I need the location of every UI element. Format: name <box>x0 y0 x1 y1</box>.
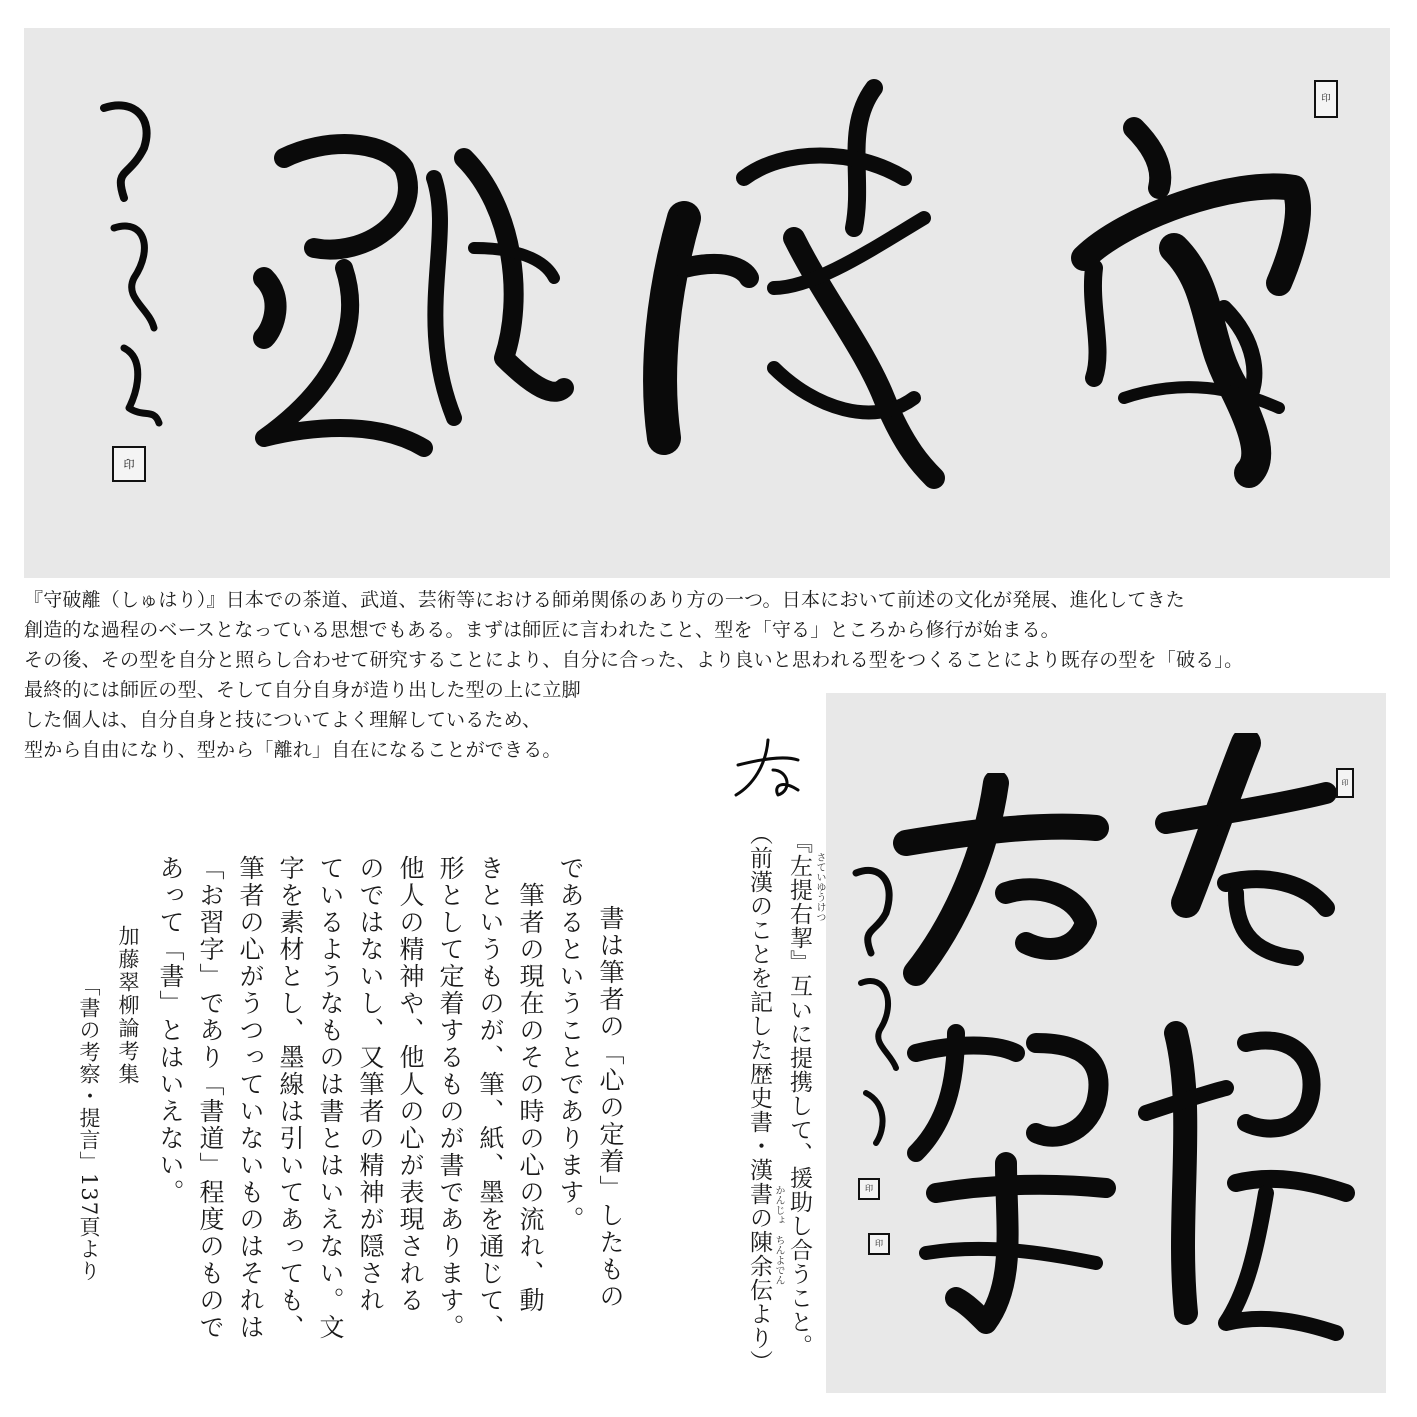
description-line: 『守破離（しゅはり）』日本での茶道、武道、芸術等における師弟関係のあり方の一つ。日本において前述の文化が発展、進化してきた <box>24 589 1185 611</box>
right-artist-seal-top: 印 <box>1336 768 1354 798</box>
artist-seal-top: 印 <box>1314 80 1338 118</box>
calligraphy-ri-character <box>224 98 584 478</box>
right-artist-seal-1: 印 <box>858 1178 880 1200</box>
right-calligraphy-signature <box>846 853 906 1153</box>
description-line: 最終的には師匠の型、そして自分自身が造り出した型の上に立脚 <box>24 679 581 701</box>
calligraphy-tei-character <box>1136 993 1356 1353</box>
quote-column: 「お習字」であり「書道」程度のもので <box>196 855 225 1341</box>
right-artist-seal-2: 印 <box>868 1233 890 1255</box>
quote-column: きというものが、筆、紙、墨を通じて、 <box>476 855 505 1341</box>
ruby-reading-title: さていゆうけつ <box>814 852 825 922</box>
quote-column: 他人の精神や、他人の心が表現される <box>396 855 425 1314</box>
quote-column: であるということであります。 <box>556 855 585 1233</box>
ruby-reading-source: かんじょ ちんよでん <box>773 1185 784 1285</box>
quote-source: 「書の考察・提言」137頁より <box>77 975 101 1283</box>
quote-column: 筆者の現在のその時の心の流れ、動 <box>516 855 545 1314</box>
calligraphy-sa-character <box>1126 733 1356 973</box>
calligraphy-u-character <box>886 773 1116 1003</box>
calligraphy-signature <box>94 88 174 438</box>
quote-column: あって「書」とはいえない。 <box>156 855 185 1206</box>
saiteiyuketsu-source: （前漢のことを記した歴史書・漢書の陳余伝より） <box>746 822 772 1374</box>
side-ink-mark <box>728 735 808 805</box>
description-line: 創造的な過程のベースとなっている思想でもある。まずは師匠に言われたこと、型を「守る」ところから修行が始まる。 <box>24 619 1060 641</box>
quote-column: 筆者の心がうつっていないものはそれは <box>236 855 265 1341</box>
description-line: した個人は、自分自身と技についてよく理解しているため、 <box>24 709 542 731</box>
quote-author: 加藤翠柳論考集 <box>116 925 140 1086</box>
artist-seal-bottom: 印 <box>112 446 146 482</box>
quote-column: 書は筆者の「心の定着」したもの <box>596 905 625 1310</box>
quote-column: 字を素材とし、墨線は引いてあっても、 <box>276 855 305 1341</box>
description-line: その後、その型を自分と照らし合わせて研究することにより、自分に合った、より良いと思われる型をつくることにより既存の型を「破る」。 <box>24 649 1244 671</box>
quote-body <box>150 855 630 1341</box>
saiteiyuketsu-calligraphy-panel <box>826 693 1386 1393</box>
description-line: 型から自由になり、型から「離れ」自在になることができる。 <box>24 739 562 761</box>
quote-column: 形として定着するものが書であります。 <box>436 855 465 1341</box>
quote-column: ているようなものは書とはいえない。文 <box>316 855 345 1341</box>
quote-column: のではないし、又筆者の精神が隠され <box>356 855 385 1314</box>
calligraphy-ketsu-character <box>896 1023 1126 1343</box>
calligraphy-ha-character <box>624 68 954 498</box>
calligraphy-shu-character <box>1064 108 1314 488</box>
saiteiyuketsu-title: 『左提右挈』互いに提携して、援助し合うこと。 <box>786 830 812 1358</box>
shuhari-calligraphy-panel <box>24 28 1390 578</box>
